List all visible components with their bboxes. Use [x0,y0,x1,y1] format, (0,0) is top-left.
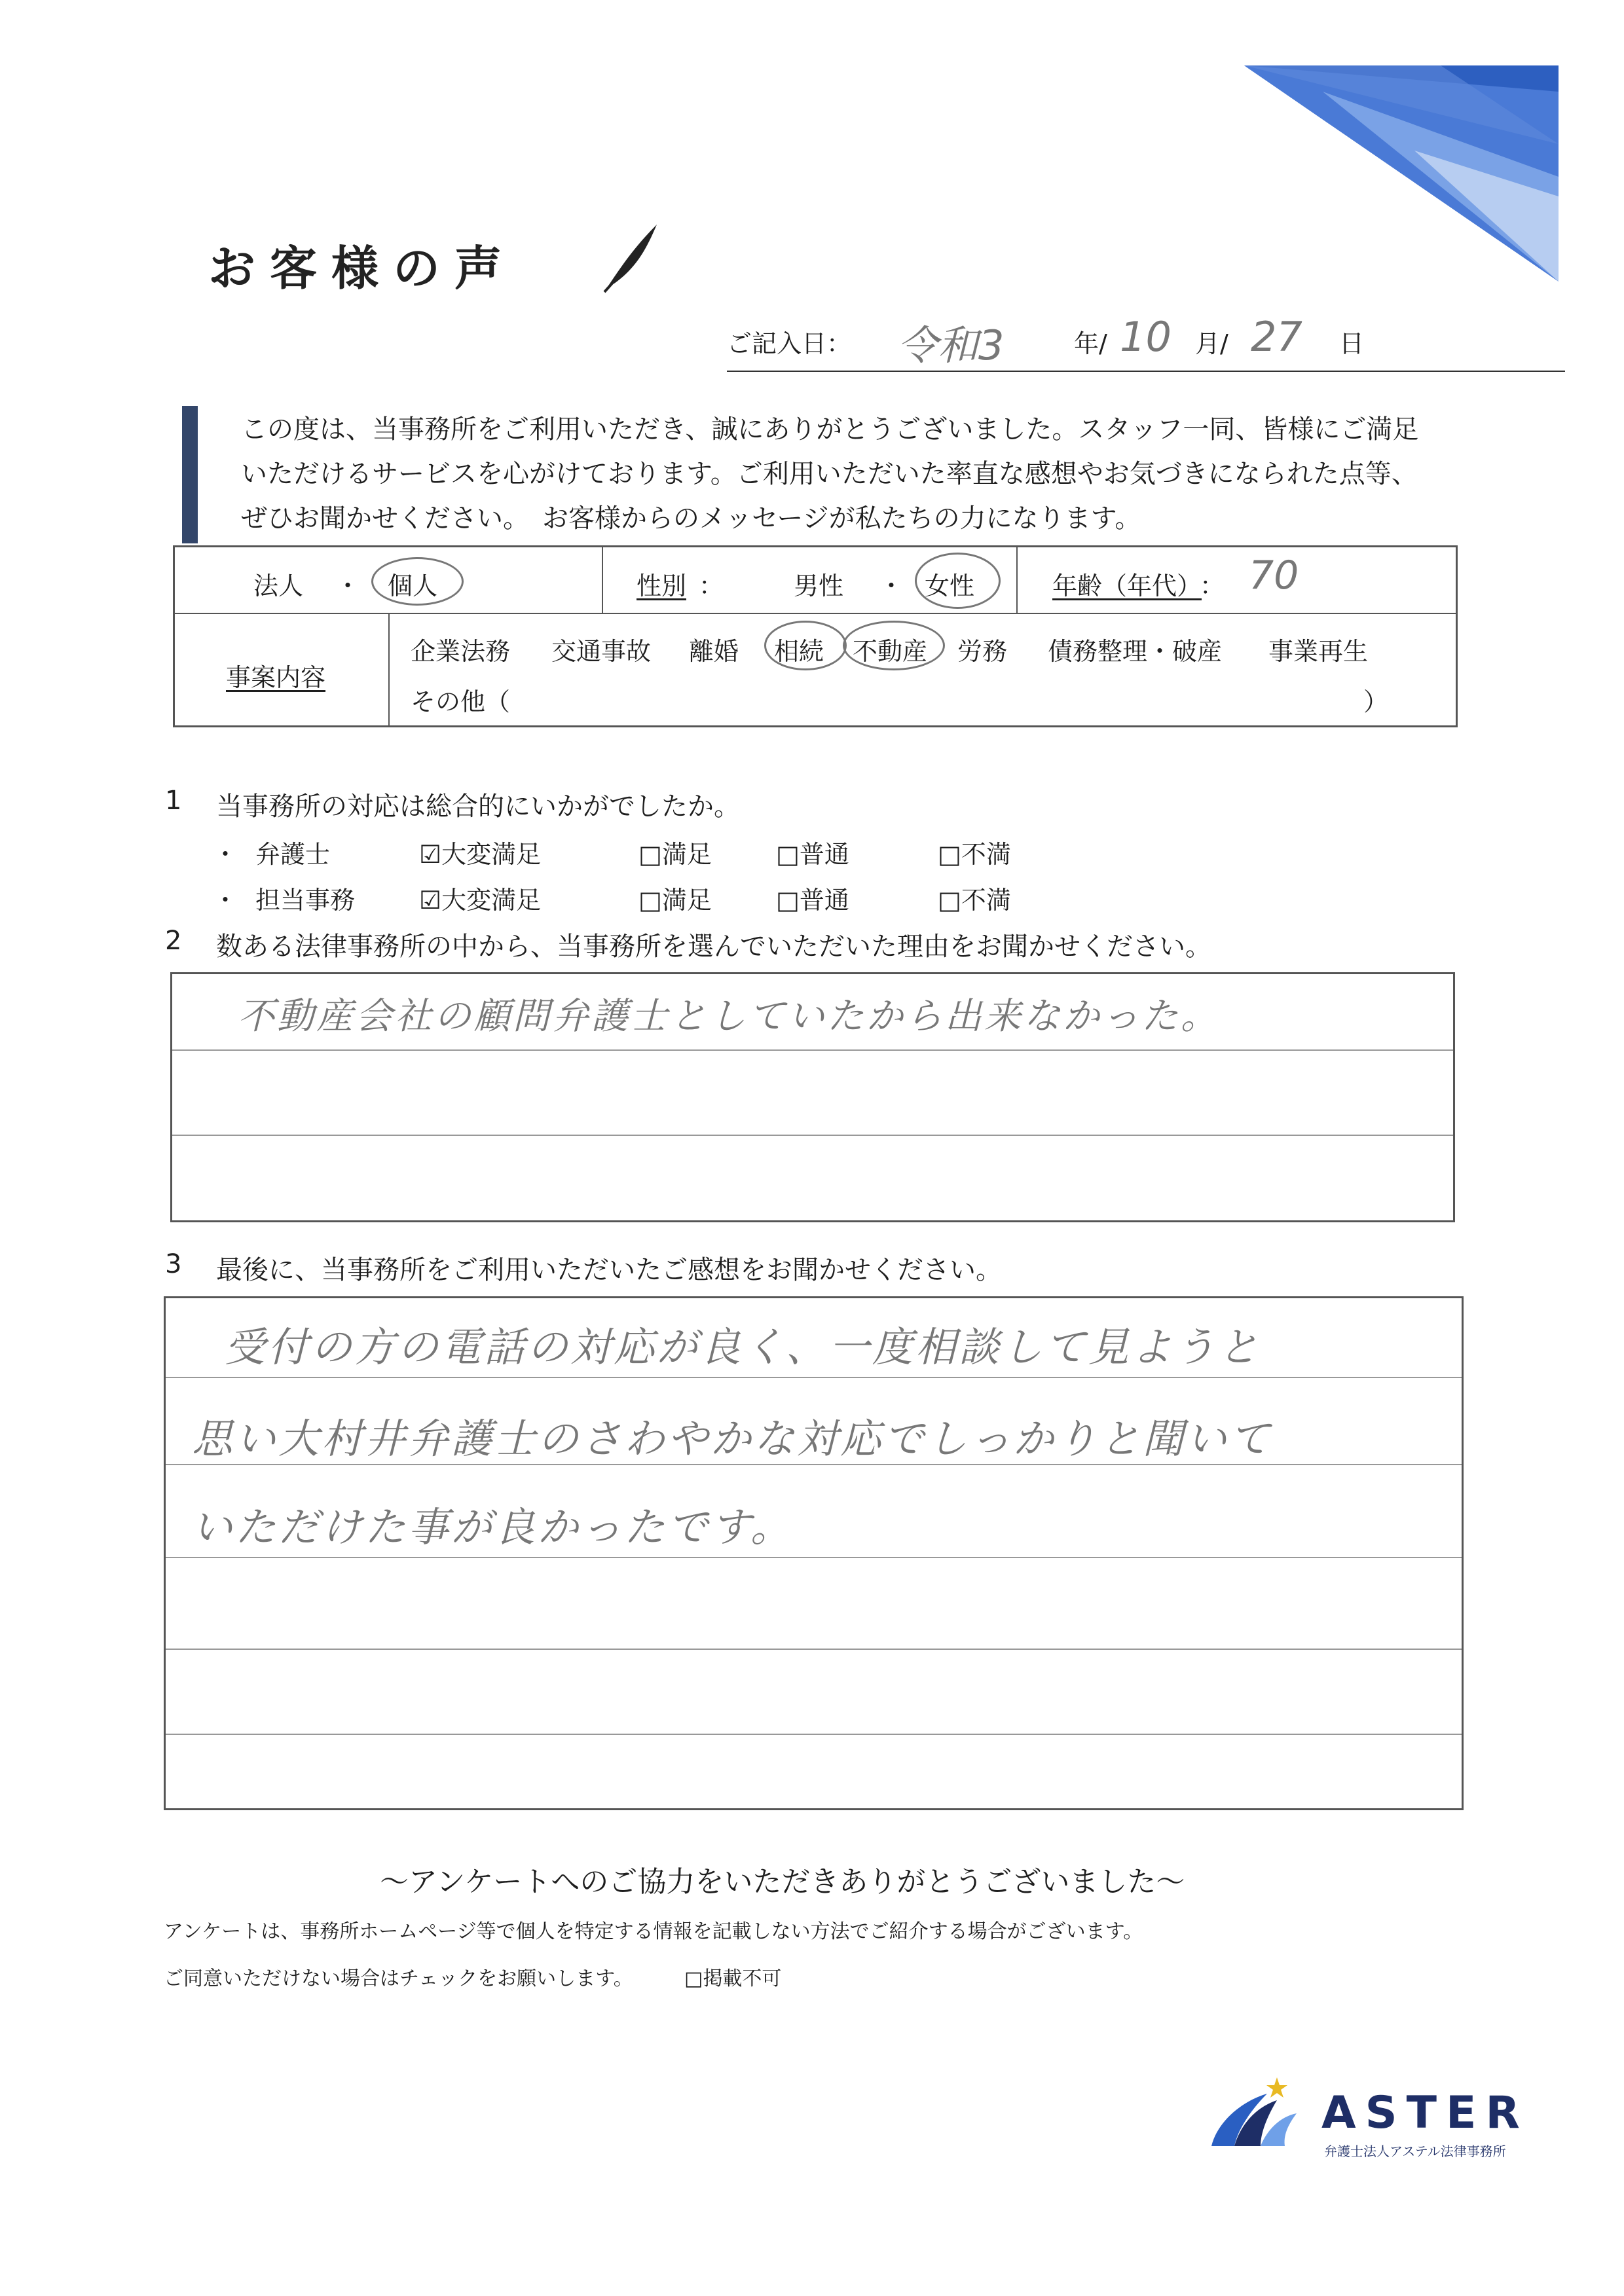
q1-number: 1 [165,786,182,816]
table-divider [1016,547,1018,613]
q3-answer-handwritten-line: いただけた事が良かったです。 [192,1503,794,1551]
corner-decoration [1244,65,1559,282]
case-traffic-accident[interactable]: 交通事故 [551,637,652,666]
intro-accent-bar [182,406,198,543]
q1-row-staff-label: 担当事務 [255,886,356,915]
q1-lawyer-satisfied[interactable]: □満足 [638,840,712,869]
table-divider [602,547,603,613]
q1-lawyer-normal[interactable]: □普通 [776,840,849,869]
ruled-line [172,1049,1453,1051]
date-underline [727,371,1565,372]
case-real-estate[interactable]: 不動産 [853,637,928,666]
selection-circle [915,553,1001,609]
case-business-revival[interactable]: 事業再生 [1268,637,1369,666]
date-month-suffix: 月/ [1195,329,1228,358]
date-era-handwritten: 令和3 [897,321,1005,369]
age-handwritten: 70 [1249,553,1299,598]
ruled-line [166,1734,1462,1735]
q1-staff-very-satisfied[interactable]: ☑大変満足 [419,886,542,915]
selection-circle [764,621,847,670]
separator-dot: ・ [879,572,904,600]
q2-text: 数ある法律事務所の中から、当事務所を選んでいただいた理由をお聞かせください。 [216,932,1211,962]
logo-wordmark: ASTER [1321,2087,1529,2139]
q3-number: 3 [165,1249,182,1279]
bullet: ・ [213,840,238,869]
bullet: ・ [213,886,238,915]
entry-date-row [727,313,1565,372]
selection-circle [371,557,464,606]
q1-lawyer-very-satisfied[interactable]: ☑大変満足 [419,840,542,869]
case-debt-bankruptcy[interactable]: 債務整理・破産 [1048,637,1223,666]
date-month-handwritten: 10 [1120,313,1172,361]
ruled-line [166,1377,1462,1378]
gender-colon: ： [699,572,724,600]
case-labor[interactable]: 労務 [957,637,1008,666]
case-type-label: 事案内容 [226,663,326,692]
option-corporation[interactable]: 法人 [253,572,304,600]
aster-logo-icon [1205,2074,1303,2153]
q3-answer-handwritten-line: 受付の方の電話の対応が良く、一度相談して見ようと [225,1323,1261,1371]
no-publish-checkbox[interactable]: □掲載不可 [684,1967,782,1990]
intro-text [241,407,1485,541]
ruled-line [172,1135,1453,1136]
q2-answer-box[interactable] [170,972,1455,1222]
q1-row-lawyer-label: 弁護士 [255,840,331,869]
q1-staff-dissatisfied[interactable]: □不満 [938,886,1011,915]
case-other-label[interactable]: その他（ [411,687,511,716]
intro-line: この度は、当事務所をご利用いただき、誠にありがとうございました。スタッフ一同、皆様にご満足 [241,414,1419,445]
table-divider [388,613,390,727]
option-male[interactable]: 男性 [794,572,844,600]
table-divider [175,613,1456,614]
age-label: 年齢（年代） [1052,572,1202,600]
ruled-line [166,1649,1462,1650]
page-title: お客様の声 [208,241,517,296]
q3-answer-handwritten-line: 思い大村井弁護士のさわやかな対応でしっかりと聞いて [192,1415,1273,1463]
case-divorce[interactable]: 離婚 [689,637,739,666]
q1-lawyer-dissatisfied[interactable]: □不満 [938,840,1011,869]
q1-text: 当事務所の対応は総合的にいかがでしたか。 [216,792,740,822]
profile-table [173,545,1458,727]
date-label: ご記入日： [727,329,852,358]
q3-answer-box[interactable] [164,1296,1464,1810]
date-year-suffix: 年/ [1074,329,1107,358]
separator-dot: ・ [335,572,361,600]
q2-number: 2 [165,926,182,956]
case-corporate-law[interactable]: 企業法務 [411,637,511,666]
intro-line: ぜひお聞かせください。 お客様からのメッセージが私たちの力になります。 [241,503,1141,534]
intro-line: いただけるサービスを心がけております。ご利用いただいた率直な感想やお気づきになられた点等、 [241,459,1418,489]
option-individual[interactable]: 個人 [388,572,438,600]
consent-note: ご同意いただけない場合はチェックをお願いします。 [164,1967,633,1990]
selection-circle [843,621,945,670]
q1-staff-satisfied[interactable]: □満足 [638,886,712,915]
case-other-close: ） [1363,687,1389,716]
age-colon: ： [1200,572,1225,600]
case-inheritance[interactable]: 相続 [774,637,824,666]
quill-icon [601,221,660,293]
thanks-message: ～アンケートへのご協力をいただきありがとうございました～ [380,1865,1185,1899]
gender-label: 性別 [637,572,687,600]
q1-staff-normal[interactable]: □普通 [776,886,849,915]
ruled-line [166,1557,1462,1558]
q3-text: 最後に、当事務所をご利用いただいたご感想をお聞かせください。 [216,1255,1002,1285]
date-day-handwritten: 27 [1251,313,1302,361]
logo-subtitle: 弁護士法人アステル法律事務所 [1324,2143,1506,2159]
date-day-suffix: 日 [1339,329,1365,358]
option-female[interactable]: 女性 [925,572,975,600]
q2-answer-handwritten: 不動産会社の顧問弁護士としていたから出来なかった。 [238,995,1220,1038]
publication-note: アンケートは、事務所ホームページ等で個人を特定する情報を記載しない方法でご紹介する場合がございます。 [164,1920,1143,1943]
